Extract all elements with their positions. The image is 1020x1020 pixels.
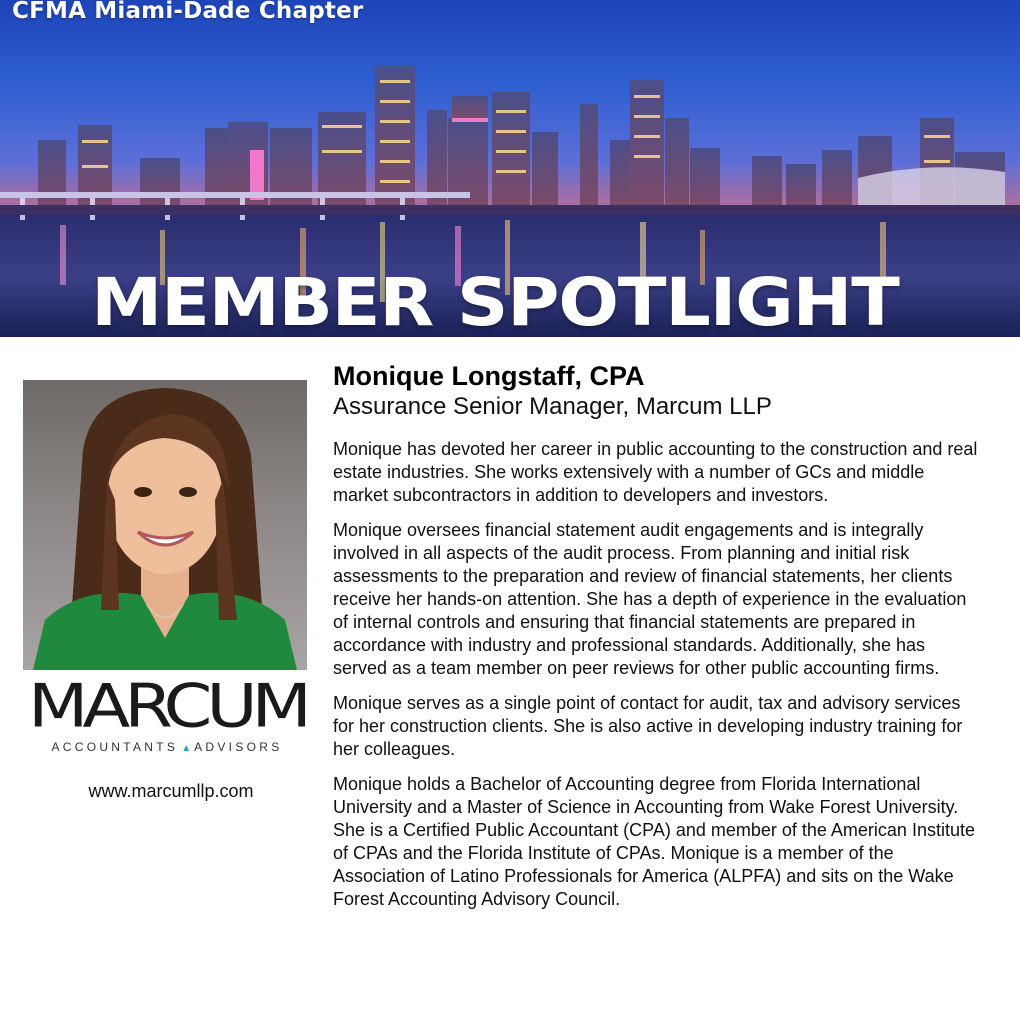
bio-paragraph: Monique serves as a single point of contact for audit, tax and advisory services for her construction clients. She is also active in developing industry training for her colleagues. bbox=[333, 693, 963, 759]
member-title: Assurance Senior Manager, Marcum LLP bbox=[333, 393, 772, 420]
bio-paragraph: Monique oversees financial statement audit engagements and is integrally involved in all aspects of the audit process. From planning and initial risk assessments to the preparation and review of financial statements, her clients receive her hands-on attention. She has a depth of experience in the evaluation of internal controls and ensuring that financial statements are prepared in accordance with industry and professional standards. Additionally, she has served as a team member on peer reviews for other public accounting firms. bbox=[333, 520, 967, 678]
logo-tagline-left: ACCOUNTANTS bbox=[51, 740, 179, 754]
bio-paragraph: Monique holds a Bachelor of Accounting degree from Florida International University and a Master of Science in Accounting from Wake Forest University. She is a Certified Public Accountant (CPA) and member of the American Institute of CPAs and the Florida Institute of CPAs. Monique is a member of the Association of Latino Professionals for America (ALPFA) and sits on the Wake Forest Accounting Advisory Council. bbox=[333, 774, 975, 909]
banner-headline: MEMBER SPOTLIGHT bbox=[91, 264, 899, 337]
website-link[interactable]: www.marcumllp.com bbox=[88, 781, 254, 801]
headshot-illustration bbox=[23, 380, 307, 670]
logo-wordmark: MARCUM bbox=[28, 671, 306, 741]
profile-content bbox=[333, 360, 983, 923]
marcum-logo bbox=[25, 671, 309, 763]
banner-image bbox=[0, 0, 1020, 337]
logo-tagline bbox=[25, 740, 309, 754]
headshot-photo bbox=[23, 380, 307, 670]
bio-paragraph: Monique has devoted her career in public accounting to the construction and real estate industries. She works extensively with a number of GCs and middle market subcontractors in addition to developers and investors. bbox=[333, 439, 978, 505]
chapter-name: CFMA Miami-Dade Chapter bbox=[12, 0, 364, 24]
logo-tagline-right: ADVISORS bbox=[194, 740, 283, 754]
triangle-icon: ▲ bbox=[181, 743, 192, 754]
member-name: Monique Longstaff, CPA bbox=[333, 361, 645, 391]
